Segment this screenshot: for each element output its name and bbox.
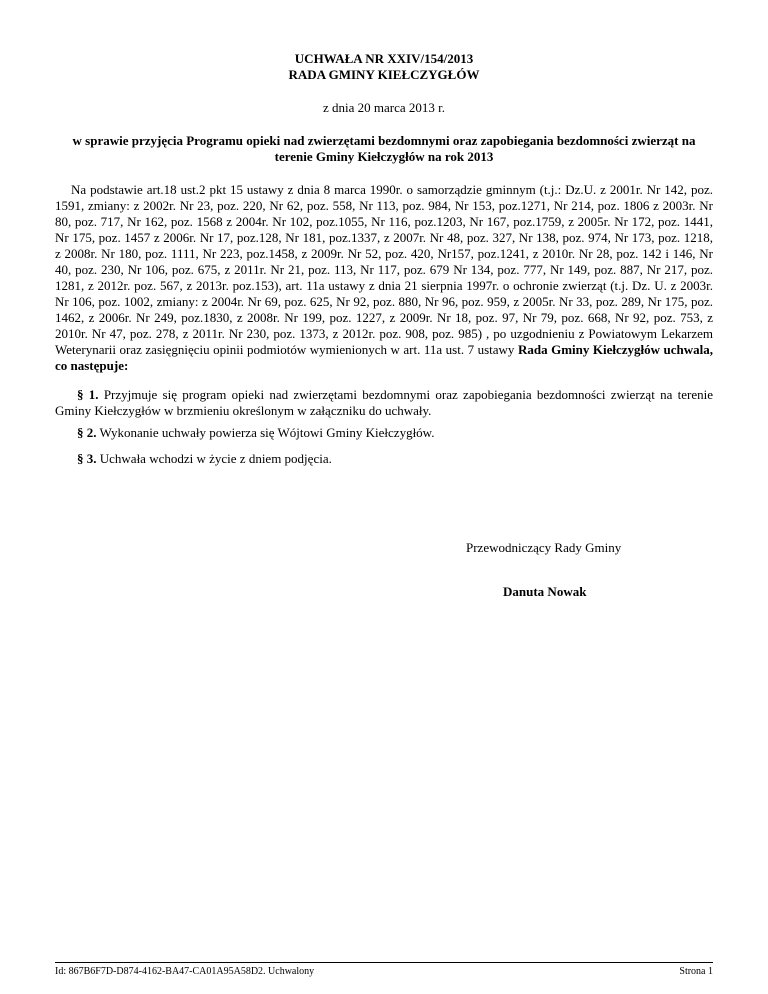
resolution-number: UCHWAŁA NR XXIV/154/2013 (294, 51, 474, 66)
resolution-date: z dnia 20 marca 2013 r. (322, 100, 445, 115)
footer-divider (55, 962, 713, 963)
section-1 (55, 387, 713, 419)
resolution-subject: w sprawie przyjęcia Programu opieki nad zwierzętami bezdomnymi oraz zapobiegania bezdomności zwierząt na terenie Gminy Kiełczygłów na rok 2013 (72, 133, 696, 164)
section-text: Uchwała wchodzi w życie z dniem podjęcia. (96, 451, 332, 466)
section-2 (55, 425, 713, 441)
document-id: Id: 867B6F7D-D874-4162-BA47-CA01A95A58D2. Uchwalony (55, 966, 315, 977)
page-number: Strona 1 (679, 966, 713, 977)
section-label: § 3. (77, 451, 97, 466)
signatory-name: Danuta Nowak (503, 584, 587, 599)
preamble-resolution-clause: Rada Gminy Kiełczygłów uchwala, co następuje: (55, 342, 714, 373)
section-label: § 1. (77, 387, 99, 402)
section-text: Przyjmuje się program opieki nad zwierzętami bezdomnymi oraz zapobiegania bezdomności zwierząt na terenie Gminy Kiełczygłów w brzmieniu określonym w załączniku do uchwały. (55, 387, 714, 418)
council-name: RADA GMINY KIEŁCZYGŁÓW (288, 67, 480, 82)
section-label: § 2. (77, 425, 97, 440)
signatory-title: Przewodniczący Rady Gminy (466, 540, 622, 555)
section-3 (55, 451, 713, 467)
preamble (55, 182, 713, 374)
section-text: Wykonanie uchwały powierza się Wójtowi Gminy Kiełczygłów. (96, 425, 435, 440)
preamble-text: Na podstawie art.18 ust.2 pkt 15 ustawy z dnia 8 marca 1990r. o samorządzie gminnym (t.j.: Dz.U. z 2001r. Nr 142, poz. 1591, zmiany: z 2002r. Nr 23, poz. 220, Nr 62, poz. 558, Nr 113, poz. 984, Nr 153, poz.1271, Nr 214, poz. 1806 z 2003r. Nr 80, poz. 717, Nr 162, poz. 1568 z 2004r. Nr 102, poz.1055, Nr 116, poz.1203, Nr 167, poz.1759, z 2005r. Nr 172, poz. 1441, Nr 175, poz. 1457 z 2006r. Nr 17, poz.128, Nr 181, poz.1337, z 2007r. Nr 48, poz. 327, Nr 138, poz. 974, Nr 173, poz. 1218, z 2008r. Nr 180, poz. 1111, Nr 223, poz.1458, z 2009r. Nr 52, poz. 420, Nr157, poz.1241, z 2010r. Nr 28, poz. 142 i 146, Nr 40, poz. 230, Nr 106, poz. 675, z 2011r. Nr 21, poz. 113, Nr 117, poz. 679 Nr 134, poz. 777, Nr 149, poz. 887, Nr 217, poz. 1281, z 2012r. poz. 567, z 2013r. poz.153), art. 11a ustawy z dnia 21 sierpnia 1997r. o ochronie zwierząt (t.j. Dz. U. z 2003r. Nr 106, poz. 1002, zmiany: z 2004r. Nr 69, poz. 625, Nr 92, poz. 880, Nr 96, poz. 959, z 2005r. Nr 33, poz. 289, Nr 175, poz. 1462, z 2006r. Nr 249, poz.1830, z 2008r. Nr 199, poz. 1227, z 2009r. Nr 18, poz. 97, Nr 79, poz. 668, Nr 92, poz. 753, z 2010r. Nr 47, poz. 278, z 2011r. Nr 230, poz. 1373, z 2012r. poz. 908, poz. 985) , po uzgodnieniu z Powiatowym Lekarzem Weterynarii oraz zasięgnięciu opinii podmiotów wymienionych w art. 11a ust. 7 ustawy (55, 182, 713, 357)
